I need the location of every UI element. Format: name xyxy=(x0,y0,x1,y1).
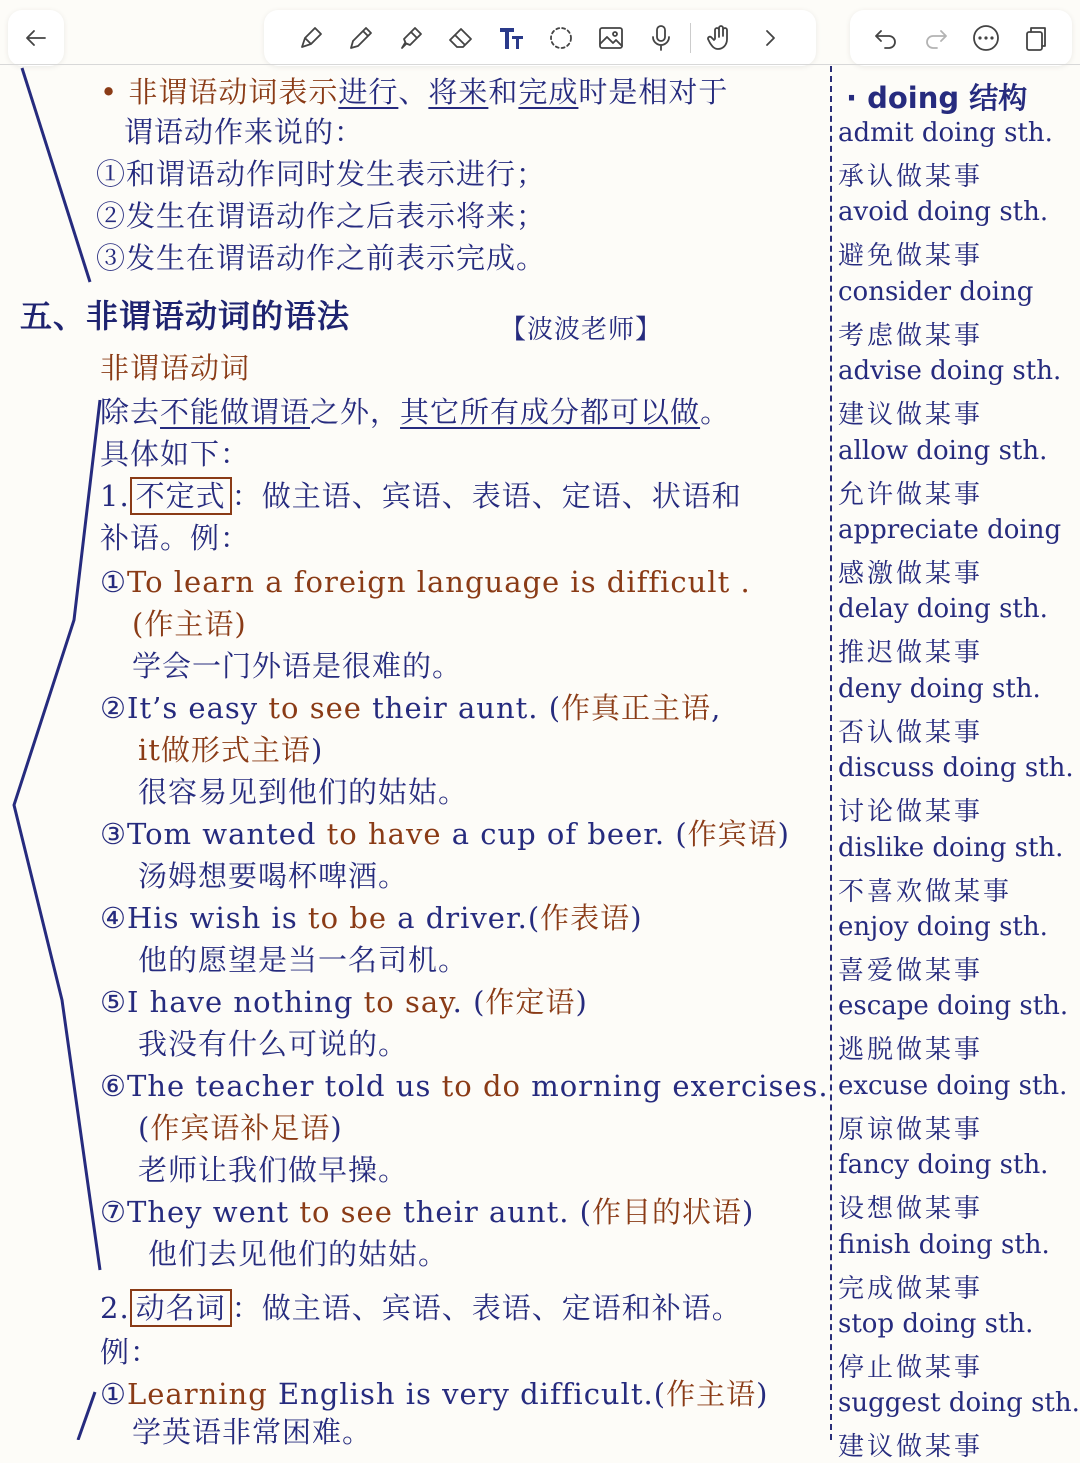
example-line: ②It’s easy to see their aunt. (作真正主语, xyxy=(100,691,722,725)
doing-phrase-en: allow doing sth. xyxy=(838,435,1048,466)
doing-phrase-zh: 停止做某事 xyxy=(838,1353,984,1383)
boxed-term: 动名词 xyxy=(130,1289,232,1327)
example-line: ①Learning English is very difficult.(作主语) xyxy=(100,1377,769,1411)
example-line: 他们去见他们的姑姑。 xyxy=(148,1237,449,1271)
boxed-term: 不定式 xyxy=(130,477,232,515)
note-line: 具体如下： xyxy=(100,437,251,471)
note-line: ③发生在谓语动作之前表示完成。 xyxy=(96,241,547,275)
doing-phrase-zh: 建议做某事 xyxy=(838,400,984,431)
doing-phrase-zh: 否认做某事 xyxy=(838,717,984,748)
note-line: 除去不能做谓语之外，其它所有成分都可以做。 xyxy=(100,395,731,429)
doing-phrase-en: discuss doing sth. xyxy=(838,753,1074,784)
doing-phrase-en: escape doing sth. xyxy=(838,991,1069,1022)
doing-phrase-zh: 建议做某事 xyxy=(838,1432,984,1463)
doing-phrase-en: fancy doing sth. xyxy=(838,1150,1049,1181)
author-tag: 【波波老师】 xyxy=(500,315,663,345)
example-line: ④His wish is to be a driver.(作表语) xyxy=(100,901,643,935)
doing-phrase-zh: 避免做某事 xyxy=(838,241,984,272)
example-line: ⑦They went to see their aunt. (作目的状语) xyxy=(100,1195,755,1229)
example-line: ⑤I have nothing to say. (作定语) xyxy=(100,985,588,1019)
example-line: 学会一门外语是很难的。 xyxy=(132,649,463,683)
subheading: 非谓语动词 xyxy=(100,351,251,385)
note-line: 例： xyxy=(100,1335,161,1369)
doing-phrase-en: deny doing sth. xyxy=(838,673,1041,704)
note-line: 补语。例： xyxy=(100,521,251,555)
example-line: 学英语非常困难。 xyxy=(132,1415,373,1449)
doing-phrase-en: advise doing sth. xyxy=(838,356,1062,387)
example-line: ③Tom wanted to have a cup of beer. (作宾语) xyxy=(100,817,790,851)
doing-phrase-en: avoid doing sth. xyxy=(838,197,1049,228)
example-line: 很容易见到他们的姑姑。 xyxy=(138,775,469,809)
column-divider xyxy=(830,66,832,1440)
example-line: 他的愿望是当一名司机。 xyxy=(138,943,469,977)
doing-phrase-en: dislike doing sth. xyxy=(838,832,1064,863)
example-line: (作宾语补足语) xyxy=(138,1111,343,1145)
doing-phrase-en: appreciate doing xyxy=(838,515,1062,545)
doing-structure-heading: · doing 结构 xyxy=(846,81,1028,115)
doing-phrase-zh: 不喜欢做某事 xyxy=(838,876,1013,907)
note-line: • 非谓语动词表示进行、将来和完成时是相对于 xyxy=(100,75,729,109)
doing-phrase-zh: 推迟做某事 xyxy=(838,638,984,669)
doing-phrase-zh: 原谅做某事 xyxy=(838,1114,984,1145)
doing-phrase-en: enjoy doing sth. xyxy=(838,912,1048,942)
doing-phrase-zh: 考虑做某事 xyxy=(838,320,984,351)
doing-phrase-zh: 逃脱做某事 xyxy=(838,1035,984,1066)
doing-phrase-en: admit doing sth. xyxy=(838,118,1053,148)
doing-phrase-zh: 讨论做某事 xyxy=(838,797,984,828)
note-line: ①和谓语动作同时发生表示进行； xyxy=(96,157,547,191)
example-line: (作主语) xyxy=(132,607,247,641)
doing-phrase-en: consider doing xyxy=(838,276,1034,307)
doing-phrase-en: finish doing sth. xyxy=(838,1229,1050,1260)
doing-phrase-en: delay doing sth. xyxy=(838,594,1048,625)
doing-phrase-zh: 喜爱做某事 xyxy=(838,956,984,986)
doing-phrase-zh: 设想做某事 xyxy=(838,1194,984,1225)
doing-phrase-en: stop doing sth. xyxy=(838,1309,1034,1339)
doing-phrase-zh: 完成做某事 xyxy=(838,1273,984,1304)
example-line: 老师让我们做早操。 xyxy=(138,1153,409,1187)
section-heading: 五、非谓语动词的语法 xyxy=(20,297,351,335)
doing-phrase-en: excuse doing sth. xyxy=(838,1070,1068,1101)
example-line: ⑥The teacher told us to do morning exercises. xyxy=(100,1069,829,1103)
note-line: 1. 不定式 ：做主语、宾语、表语、定语、状语和 xyxy=(100,479,742,513)
doing-phrase-zh: 感激做某事 xyxy=(838,559,984,589)
note-line: 2. 动名词 ：做主语、宾语、表语、定语和补语。 xyxy=(100,1291,742,1325)
note-line: ②发生在谓语动作之后表示将来； xyxy=(96,199,547,233)
doing-phrase-en: suggest doing sth. xyxy=(838,1388,1080,1419)
example-line: it做形式主语) xyxy=(138,733,324,767)
example-line: 汤姆想要喝杯啤酒。 xyxy=(138,859,409,893)
doing-phrase-zh: 承认做某事 xyxy=(838,162,984,192)
example-line: 我没有什么可说的。 xyxy=(138,1027,409,1061)
note-line: 谓语动作来说的： xyxy=(124,115,365,149)
doing-phrase-zh: 允许做某事 xyxy=(838,479,984,510)
example-line: ①To learn a foreign language is difficult . xyxy=(100,565,751,599)
